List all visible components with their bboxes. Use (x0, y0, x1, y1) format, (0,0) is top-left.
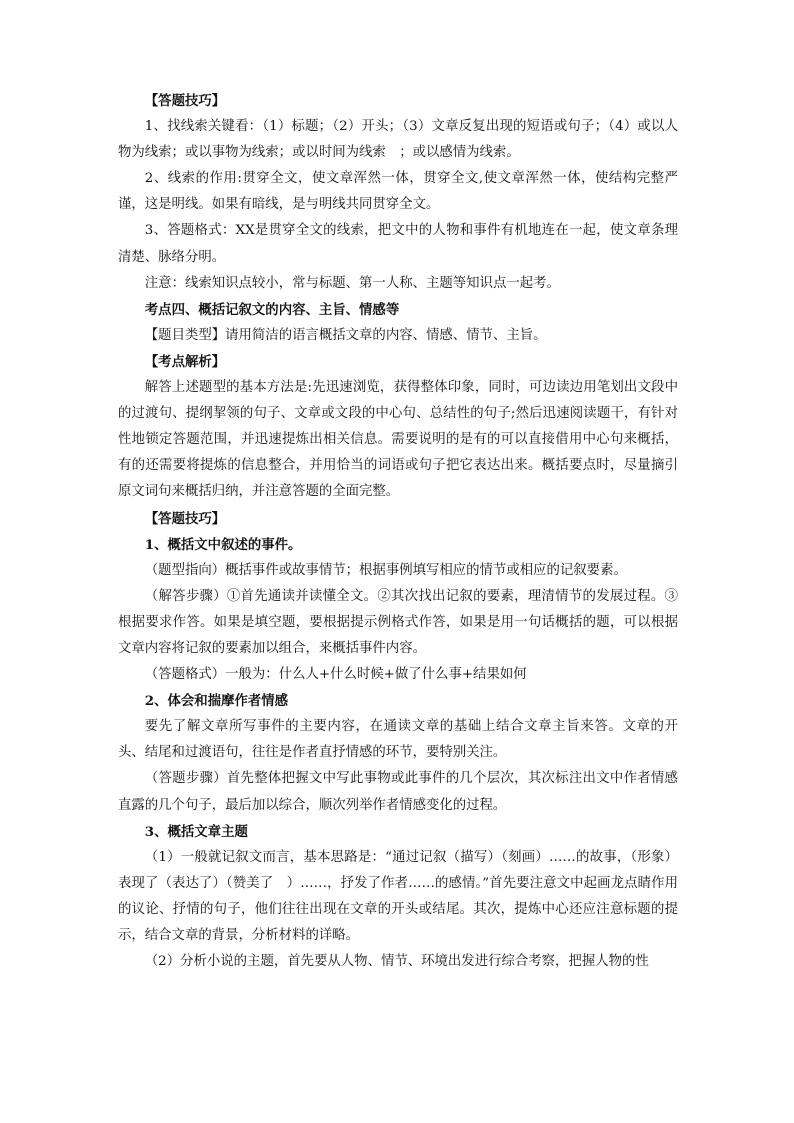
paragraph-note: 注意：线索知识点较小，常与标题、第一人称、主题等知识点一起考。 (144, 275, 560, 291)
paragraph: （题型指向）概括事件或故事情节；根据事例填写相应的情节或相应的记叙要素。 (144, 562, 627, 578)
paragraph: （1）一般就记叙文而言，基本思路是：“通过记叙（描写）（刻画）……的故事，（形象）表现了（表达了）（赞美了 ）……，抒发了作者……的感情。”首先要注意文中起画龙点睛作用的议论、抒情的句子，他们往往出现在文章的开头或结尾。其次，提炼中心还应注意标题的提示，结合文章的背景，分析材料的详略。 (118, 849, 678, 943)
paragraph: 1、找线索关键看：（1）标题；（2）开头；（3）文章反复出现的短语或句子；（4）或以人物为线索；或以事物为线索；或以时间为线索 ；或以感情为线索。 (118, 119, 678, 161)
heading-answer-tips-2: 【答题技巧】 (144, 510, 226, 527)
paragraph-question-type: 【题目类型】请用简洁的语言概括文章的内容、情感、情节、主旨。 (144, 327, 547, 343)
heading-answer-tips: 【答题技巧】 (144, 93, 226, 109)
document-page (118, 88, 678, 975)
paragraph: （答题步骤）首先整体把握文中写此事物或此事件的几个层次，其次标注出文中作者情感直露的几个句子，最后加以综合，顺次列举作者情感变化的过程。 (118, 771, 678, 813)
heading-exam-point-four: 考点四、概括记叙文的内容、主旨、情感等 (144, 301, 400, 318)
subheading-emotion: 2、体会和揣摩作者情感 (144, 693, 289, 710)
paragraph: （答题格式）一般为：什么人+什么时候+做了什么事+结果如何 (144, 667, 527, 683)
paragraph: （解答步骤）①首先通读并读懂全文。②其次找出记叙的要素，理清情节的发展过程。③根据要求作答。如果是填空题，要根据提示例格式作答，如果是用一句话概括的题，可以根据文章内容将记叙的要素加以组合，来概括事件内容。 (118, 588, 678, 656)
heading-analysis: 【考点解析】 (144, 353, 226, 370)
paragraph: 2、线索的作用:贯穿全文，使文章浑然一体，贯穿全文,使文章浑然一体，使结构完整严谨，这是明线。如果有暗线，是与明线共同贯穿全文。 (118, 171, 678, 213)
paragraph: 解答上述题型的基本方法是:先迅速浏览，获得整体印象，同时，可边读边用笔划出文段中的过渡句、提纲挈领的句子、文章或文段的中心句、总结性的句子;然后迅速阅读题干，有针对性地锁定答题范围，并迅速提炼出相关信息。需要说明的是有的可以直接借用中心句来概括，有的还需要将提炼的信息整合，并用恰当的词语或句子把它表达出来。概括要点时，尽量摘引原文词句来概括归纳，并注意答题的全面完整。 (118, 380, 678, 500)
subheading-theme: 3、概括文章主题 (144, 823, 248, 840)
paragraph: （2）分析小说的主题，首先要从人物、情节、环境出发进行综合考察，把握人物的性 (144, 954, 649, 970)
subheading-events: 1、概括文中叙述的事件。 (144, 536, 302, 553)
paragraph: 要先了解文章所写事件的主要内容，在通读文章的基础上结合文章主旨来答。文章的开头、结尾和过渡语句，往往是作者直抒情感的环节，要特别关注。 (118, 719, 678, 761)
paragraph: 3、答题格式：XX是贯穿全文的线索，把文中的人物和事件有机地连在一起，使文章条理清楚、脉络分明。 (118, 223, 678, 265)
